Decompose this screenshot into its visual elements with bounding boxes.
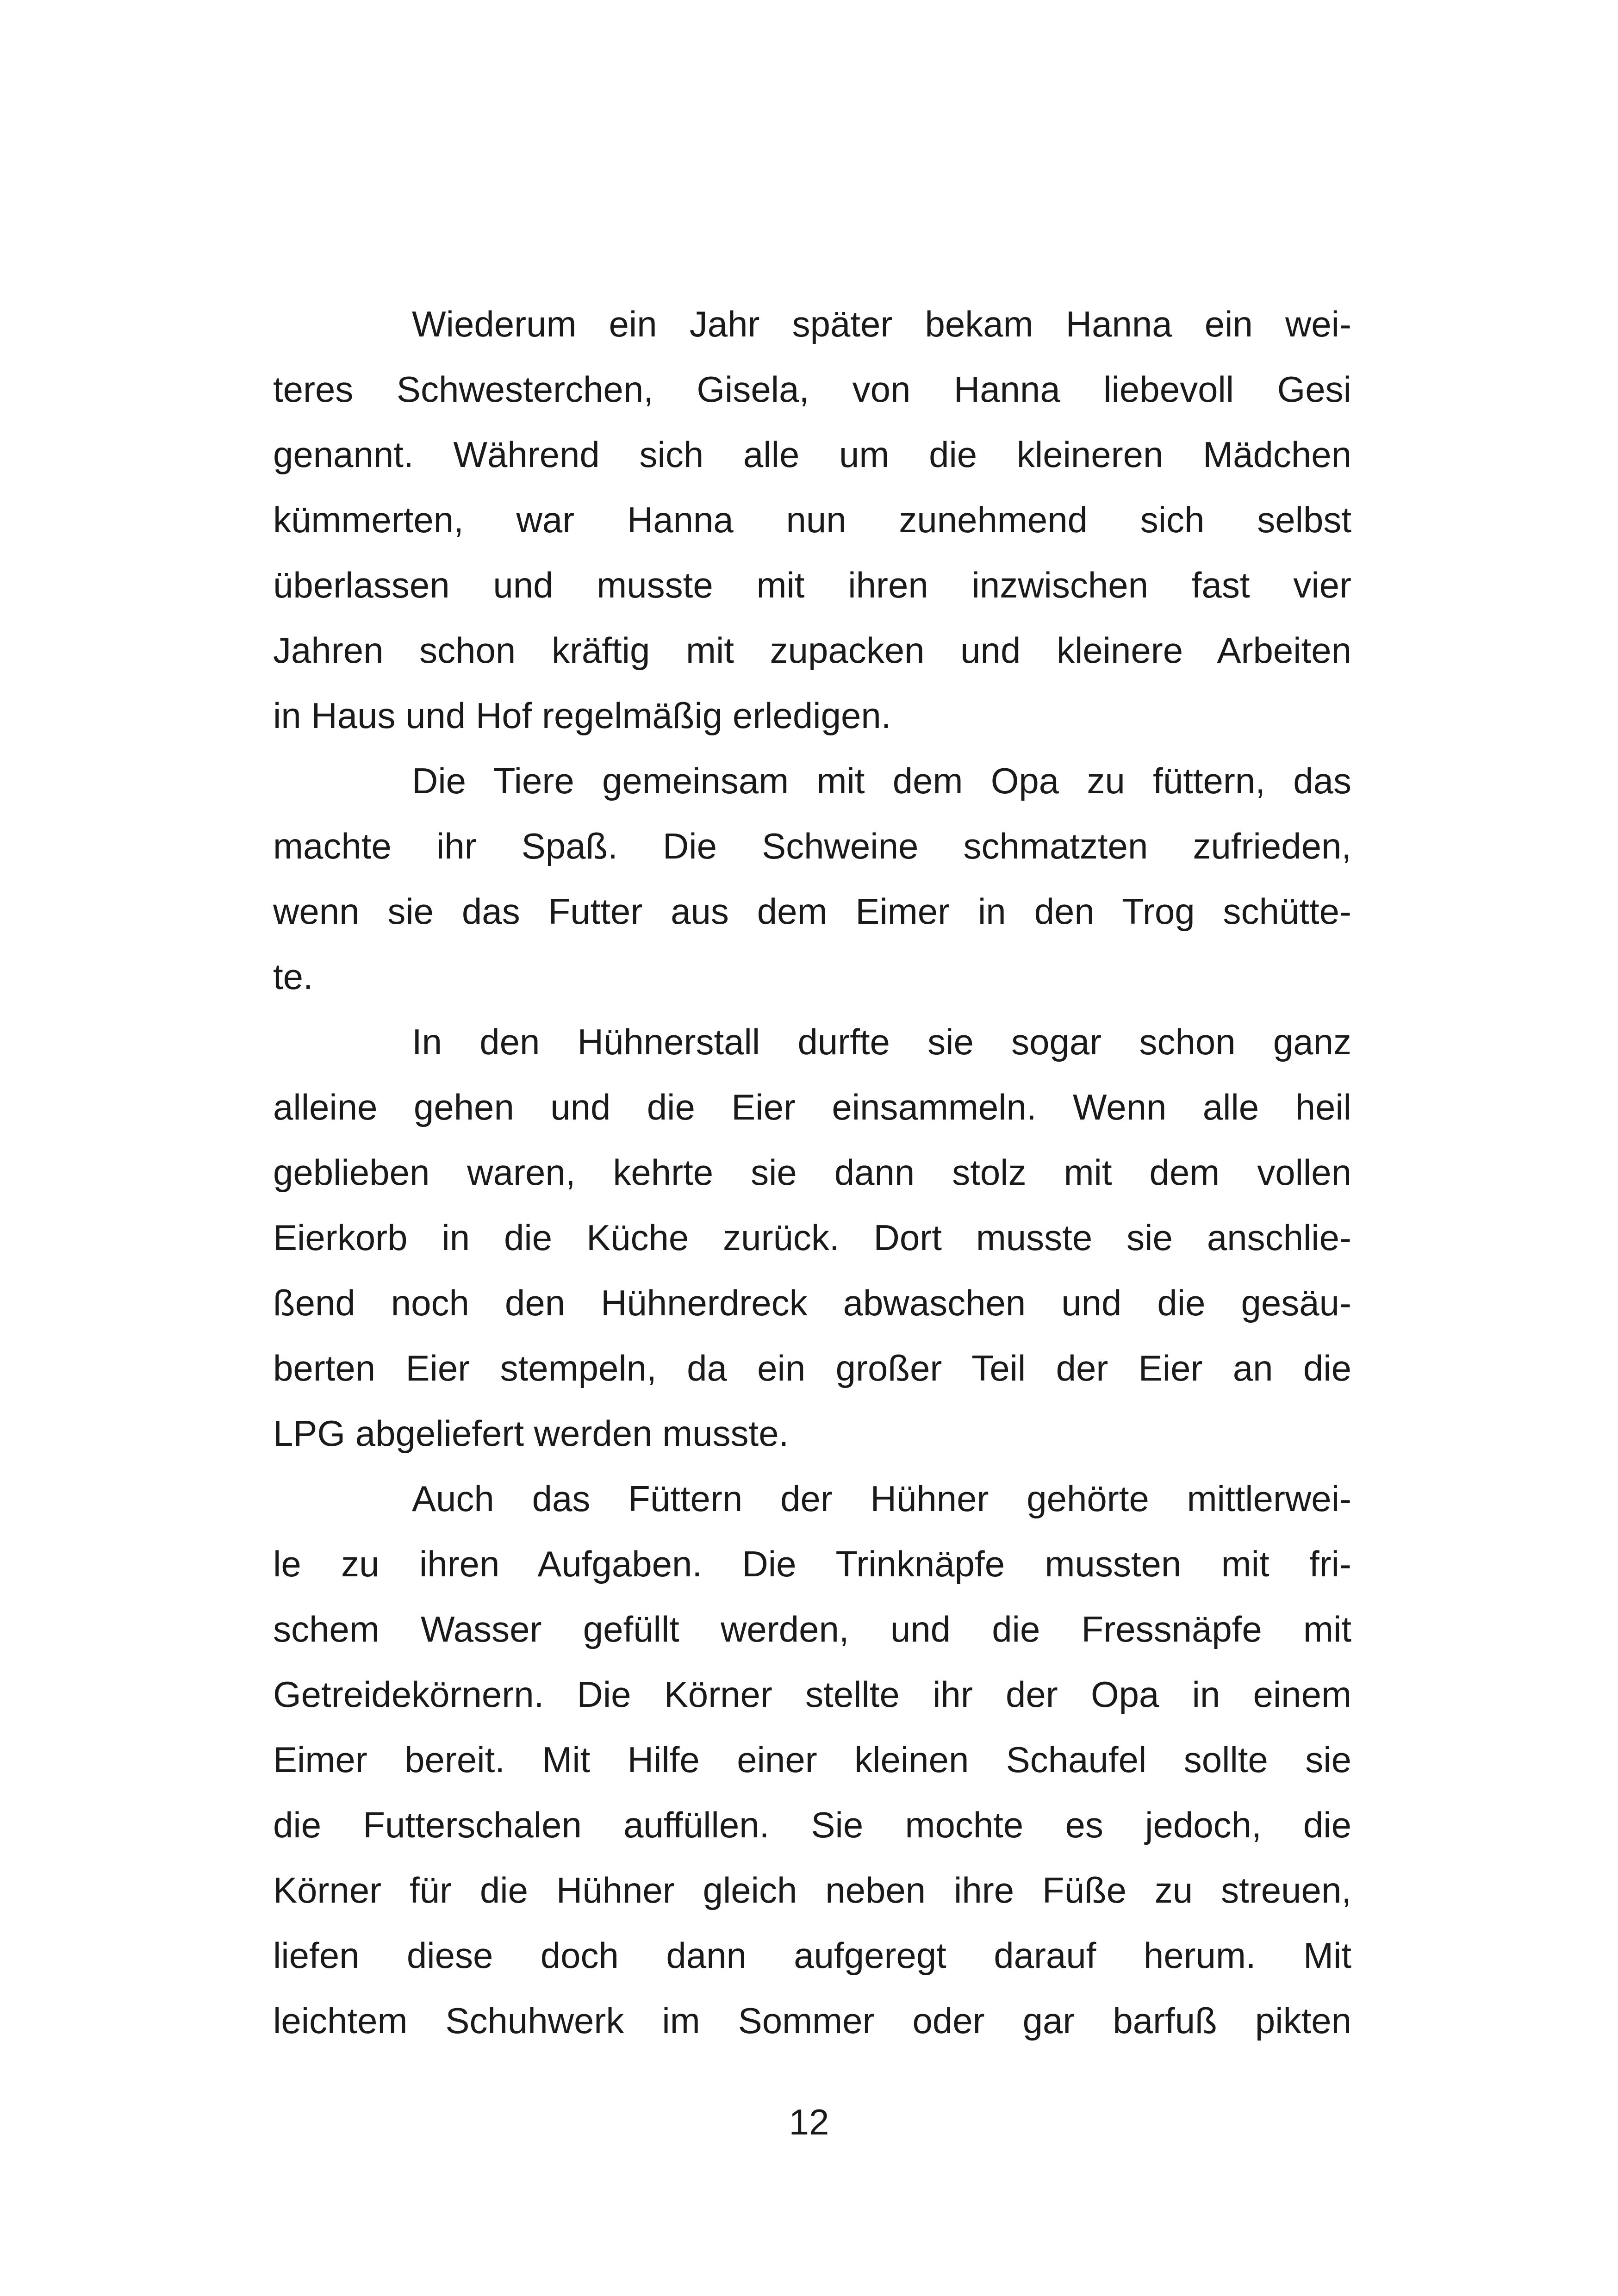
text-line: LPG abgeliefert werden musste. (273, 1413, 789, 1454)
text-line: le zu ihren Aufgaben. Die Trinknäpfe mussten mit fri- (273, 1543, 1351, 1584)
text-line: Getreidekörnern. Die Körner stellte ihr der Opa in einem (273, 1674, 1351, 1715)
body-text (273, 292, 1351, 2053)
text-line: leichtem Schuhwerk im Sommer oder gar barfuß pikten (273, 2000, 1351, 2041)
text-line: ßend noch den Hühnerdreck abwaschen und die gesäu- (273, 1282, 1351, 1323)
text-line: alleine gehen und die Eier einsammeln. Wenn alle heil (273, 1087, 1351, 1127)
text-line: machte ihr Spaß. Die Schweine schmatzten zufrieden, (273, 826, 1351, 866)
text-line: Jahren schon kräftig mit zupacken und kleinere Arbeiten (273, 630, 1351, 671)
text-line: Eierkorb in die Küche zurück. Dort musste sie anschlie- (273, 1217, 1351, 1258)
text-line: kümmerten, war Hanna nun zunehmend sich selbst (273, 499, 1351, 540)
text-line: te. (273, 956, 313, 997)
text-line: Auch das Füttern der Hühner gehörte mittlerwei- (412, 1478, 1351, 1519)
text-line: teres Schwesterchen, Gisela, von Hanna liebevoll Gesi (273, 369, 1351, 410)
text-line: In den Hühnerstall durfte sie sogar schon ganz (412, 1021, 1351, 1062)
text-line: geblieben waren, kehrte sie dann stolz mit dem vollen (273, 1152, 1351, 1193)
text-line: die Futterschalen auffüllen. Sie mochte es jedoch, die (273, 1804, 1351, 1845)
text-line: in Haus und Hof regelmäßig erledigen. (273, 695, 891, 736)
text-line: schem Wasser gefüllt werden, und die Fressnäpfe mit (273, 1609, 1351, 1649)
text-line: Eimer bereit. Mit Hilfe einer kleinen Schaufel sollte sie (273, 1739, 1351, 1780)
text-line: liefen diese doch dann aufgeregt darauf herum. Mit (273, 1935, 1351, 1976)
text-line: Wiederum ein Jahr später bekam Hanna ein wei- (412, 304, 1351, 344)
text-line: Körner für die Hühner gleich neben ihre Füße zu streuen, (273, 1870, 1351, 1910)
text-line: überlassen und musste mit ihren inzwischen fast vier (273, 565, 1351, 605)
text-line: Die Tiere gemeinsam mit dem Opa zu füttern, das (412, 760, 1351, 801)
text-line: berten Eier stempeln, da ein großer Teil der Eier an die (273, 1348, 1351, 1388)
text-line: genannt. Während sich alle um die kleineren Mädchen (273, 434, 1351, 475)
text-line: wenn sie das Futter aus dem Eimer in den Trog schütte- (273, 891, 1351, 932)
page-number: 12 (789, 2102, 829, 2142)
